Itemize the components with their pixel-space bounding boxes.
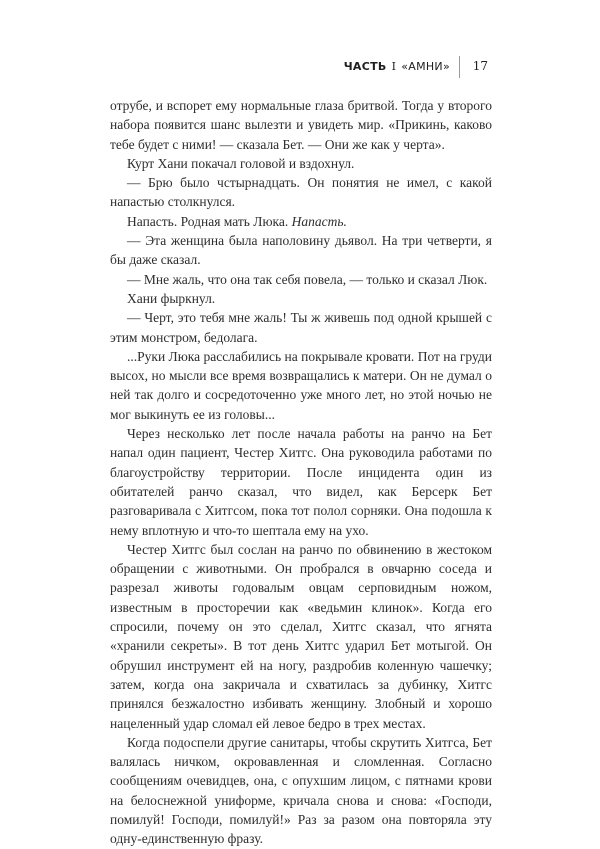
paragraph-3: — Брю было чстырнадцать. Он понятия не имел, с какой напастью столкнулся.: [110, 175, 492, 210]
page-number: 17: [472, 59, 488, 73]
italic-word: Напасть.: [291, 213, 347, 229]
part-label: ЧАСТЬ: [343, 60, 387, 73]
paragraph-10: Через несколько лет после начала работы на ранчо на Бет напал один пациент, Честер Хитгс. Она руководила работами по благоустройству территории. После инцидента один из обитателей ранчо сказал, что видел, как Берсерк Бет разговаривала с Хитгсом, пока тот полол сорняки. Она подошла к нему вплотную и что-то шептала ему на ухо.: [110, 426, 492, 538]
paragraph-5: — Эта женщина была наполовину дьявол. На три четверти, я бы даже сказал.: [110, 233, 492, 268]
part-number: I: [391, 60, 397, 73]
body-text: [110, 96, 492, 849]
header-divider: [459, 56, 460, 78]
paragraph-11: Честер Хитгс был сослан на ранчо по обвинению в жестоком обращении с животными. Он пробрался в овчарню соседа и разрезал животы годовалым овцам серповидным ножом, известным в просторечии как «ведьмин клинок». Когда его спросили, почему он это сделал, Хитгс сказал, что ягнята «хранили секреты». В тот день Хитгс ударил Бет мотыгой. Он обрушил инструмент ей на ногу, раздробив коленную чашечку; затем, когда она закричала и схватилась за дубинку, Хитгс принялся безжалостно избивать женщину. Злобный и хорошо нацеленный удар сломал ей левое бедро в трех местах.: [110, 541, 492, 731]
paragraph-12: Когда подоспели другие санитары, чтобы скрутить Хитгса, Бет валялась ничком, окровавленная и сломленная. Согласно сообщениям очевидцев, она, с опухшим лицом, с пятнами крови на белоснежной униформе, кричала снова и снова: «Господи, помилуй! Господи, помилуй!» Раз за разом она повторяла эту одну-единственную фразу.: [110, 734, 492, 847]
paragraph-9: ...Руки Люка расслабились на покрывале кровати. Пот на груди высох, но мысли все время возвращались к матери. Он не думал о ней так долго и сосредоточенно уже много лет, но этой ночью не мог выкинуть ее из головы...: [110, 348, 492, 422]
paragraph-8: — Черт, это тебя мне жаль! Ты ж живешь под одной крышей с этим монстром, бедолага.: [110, 310, 492, 345]
paragraph-4: [110, 212, 492, 231]
paragraph-4-text: Напасть. Родная мать Люка.: [127, 213, 292, 229]
running-head: [344, 60, 450, 73]
paragraph-2: Курт Хани покачал головой и вздохнул.: [127, 155, 355, 171]
paragraph-6: — Мне жаль, что она так себя повела, — только и сказал Люк.: [127, 271, 488, 287]
paragraph-7: Хани фыркнул.: [127, 290, 216, 306]
part-title: «АМНИ»: [401, 60, 450, 73]
paragraph-1: отрубе, и вспорет ему нормальные глаза бритвой. Тогда у второго набора появится шанс вылезти и увидеть мир. «Прикинь, каково тебе будет с ними! — сказала Бет. — Они же как у черта».: [110, 98, 492, 152]
